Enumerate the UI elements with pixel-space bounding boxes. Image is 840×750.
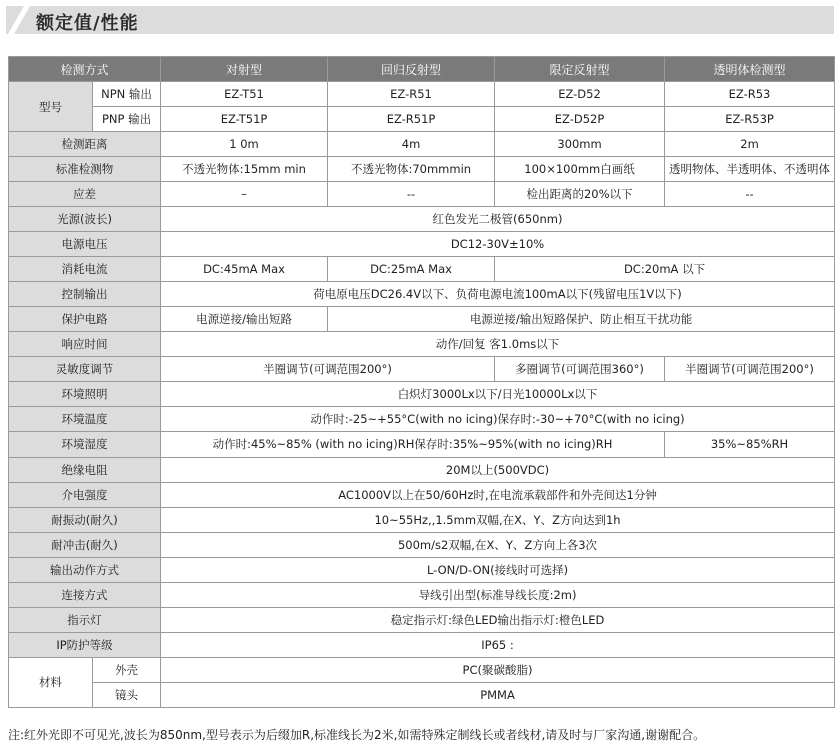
table-row: [9, 182, 835, 207]
table-row: [9, 282, 835, 307]
cell: 半圈调节(可调范围200°): [161, 357, 495, 382]
cell: 动作时:-25~+55°C(with no icing)保存时:-30~+70°C(with no icing): [161, 407, 835, 432]
cell: 300mm: [495, 132, 665, 157]
header-col1: 对射型: [161, 57, 328, 82]
table-row: [9, 682, 835, 707]
lens-label: 镜头: [93, 682, 161, 707]
table-row: [9, 457, 835, 482]
table-row: [9, 157, 835, 182]
table-row: [9, 232, 835, 257]
table-row: [9, 607, 835, 632]
cell: 不透光物体:15mm min: [161, 157, 328, 182]
cell: PC(聚碳酸脂): [161, 657, 835, 682]
cell: L-ON/D-ON(接线时可选择): [161, 557, 835, 582]
cell: EZ-R53: [665, 82, 835, 107]
cell: –: [161, 182, 328, 207]
row-label: IP防护等级: [9, 632, 161, 657]
header-col4: 透明体检测型: [665, 57, 835, 82]
row-label: 应差: [9, 182, 161, 207]
row-label: 耐冲击(耐久): [9, 532, 161, 557]
row-label: 控制输出: [9, 282, 161, 307]
table-row: [9, 332, 835, 357]
table-row: [9, 107, 835, 132]
row-label: 绝缘电阻: [9, 457, 161, 482]
table-row: [9, 582, 835, 607]
row-label: 响应时间: [9, 332, 161, 357]
pnp-label: PNP 输出: [93, 107, 161, 132]
spec-table: [8, 56, 835, 708]
cell: 4m: [328, 132, 495, 157]
header-method: 检测方式: [9, 57, 161, 82]
cell: 20M以上(500VDC): [161, 457, 835, 482]
header-col3: 限定反射型: [495, 57, 665, 82]
cell: PMMA: [161, 682, 835, 707]
cell: IP65 :: [161, 632, 835, 657]
cell: 多圈调节(可调范围360°): [495, 357, 665, 382]
cell: 动作/回复 客1.0ms以下: [161, 332, 835, 357]
row-label: 电源电压: [9, 232, 161, 257]
table-row: [9, 307, 835, 332]
cell: DC:20mA 以下: [495, 257, 835, 282]
section-title-bar: [6, 6, 834, 34]
cell: 检出距离的20%以下: [495, 182, 665, 207]
cell: 不透光物体:70mmmin: [328, 157, 495, 182]
cell: 500m/s2双幅,在X、Y、Z方向上各3次: [161, 532, 835, 557]
cell: DC12-30V±10%: [161, 232, 835, 257]
row-label: 输出动作方式: [9, 557, 161, 582]
row-label: 连接方式: [9, 582, 161, 607]
cell: 透明物体、半透明体、不透明体: [665, 157, 835, 182]
header-col2: 回归反射型: [328, 57, 495, 82]
table-row: [9, 257, 835, 282]
cell: DC:25mA Max: [328, 257, 495, 282]
table-row: [9, 207, 835, 232]
housing-label: 外壳: [93, 657, 161, 682]
cell: EZ-R53P: [665, 107, 835, 132]
row-label: 标准检测物: [9, 157, 161, 182]
row-label: 消耗电流: [9, 257, 161, 282]
cell: 白炽灯3000Lx以下/日光10000Lx以下: [161, 382, 835, 407]
npn-label: NPN 输出: [93, 82, 161, 107]
table-row: [9, 532, 835, 557]
table-row: [9, 482, 835, 507]
table-row: [9, 357, 835, 382]
cell: 荷电原电压DC26.4V以下、负荷电源电流100mA以下(残留电压1V以下): [161, 282, 835, 307]
row-label: 环境湿度: [9, 432, 161, 457]
cell: 电源逆接/输出短路: [161, 307, 328, 332]
table-row: [9, 432, 835, 457]
material-label: 材料: [9, 657, 93, 707]
table-header-row: [9, 57, 835, 82]
cell: EZ-T51: [161, 82, 328, 107]
cell: 100×100mm白画纸: [495, 157, 665, 182]
cell: 35%~85%RH: [665, 432, 835, 457]
table-row: [9, 82, 835, 107]
table-row: [9, 557, 835, 582]
table-row: [9, 632, 835, 657]
cell: AC1000V以上在50/60Hz时,在电流承载部件和外壳间达1分钟: [161, 482, 835, 507]
table-row: [9, 507, 835, 532]
cell: 1 0m: [161, 132, 328, 157]
cell: 动作时:45%~85% (with no icing)RH保存时:35%~95%(with no icing)RH: [161, 432, 665, 457]
model-label: 型号: [9, 82, 93, 132]
row-label: 检测距离: [9, 132, 161, 157]
cell: 2m: [665, 132, 835, 157]
cell: 导线引出型(标准导线长度:2m): [161, 582, 835, 607]
section-title: 额定值/性能: [36, 13, 139, 34]
row-label: 指示灯: [9, 607, 161, 632]
cell: 电源逆接/输出短路保护、防止相互干扰功能: [328, 307, 835, 332]
cell: 红色发光二极管(650nm): [161, 207, 835, 232]
cell: 稳定指示灯:绿色LED输出指示灯:橙色LED: [161, 607, 835, 632]
row-label: 介电强度: [9, 482, 161, 507]
cell: --: [665, 182, 835, 207]
table-row: [9, 657, 835, 682]
row-label: 耐振动(耐久): [9, 507, 161, 532]
cell: 10~55Hz,,1.5mm双幅,在X、Y、Z方向达到1h: [161, 507, 835, 532]
row-label: 环境温度: [9, 407, 161, 432]
cell: EZ-D52: [495, 82, 665, 107]
row-label: 光源(波长): [9, 207, 161, 232]
row-label: 保护电路: [9, 307, 161, 332]
table-row: [9, 382, 835, 407]
footnote: 注:红外光即不可见光,波长为850nm,型号表示为后缀加R,标准线长为2米,如需特殊定制线长或者线材,请及时与厂家沟通,谢谢配合。: [8, 728, 706, 742]
table-row: [9, 132, 835, 157]
cell: EZ-D52P: [495, 107, 665, 132]
slash-decoration-icon: [8, 6, 30, 34]
cell: EZ-R51: [328, 82, 495, 107]
cell: EZ-R51P: [328, 107, 495, 132]
cell: --: [328, 182, 495, 207]
cell: DC:45mA Max: [161, 257, 328, 282]
table-row: [9, 407, 835, 432]
cell: 半圈调节(可调范围200°): [665, 357, 835, 382]
cell: EZ-T51P: [161, 107, 328, 132]
row-label: 灵敏度调节: [9, 357, 161, 382]
row-label: 环境照明: [9, 382, 161, 407]
